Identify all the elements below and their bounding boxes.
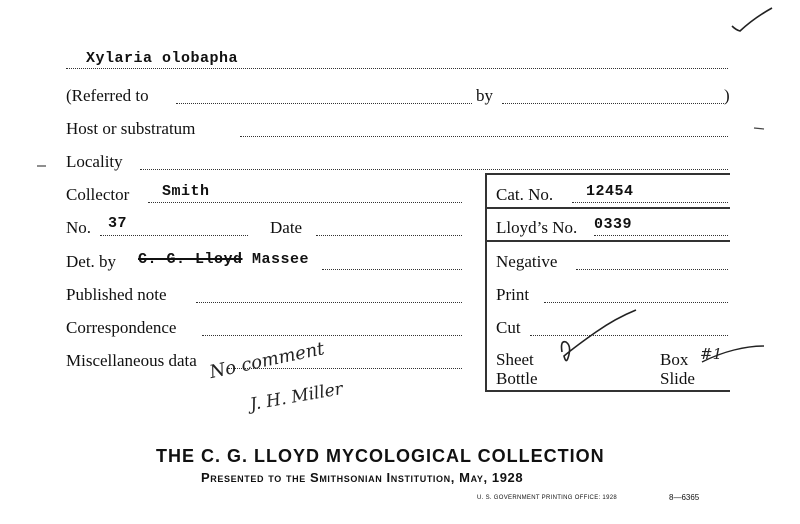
- referred-close-paren: ): [724, 86, 730, 105]
- right-box-border-left: [485, 173, 487, 391]
- locality-line: [140, 169, 728, 170]
- correspondence-line: [202, 335, 462, 336]
- form-number: 8—6365: [669, 493, 700, 502]
- host-label: Host or substratum: [66, 119, 196, 138]
- collection-subtitle: Presented to the Smithsonian Institution, May, 1928: [201, 470, 524, 485]
- lloyds-no-label: Lloyd’s No.: [496, 218, 578, 237]
- negative-label: Negative: [496, 252, 558, 271]
- check-mark-icon: [726, 4, 776, 36]
- right-box-border-top: [485, 173, 730, 175]
- box-label: Box: [660, 350, 689, 369]
- collector-line: [148, 202, 462, 203]
- referred-to-line: [176, 103, 472, 104]
- box-value: #1: [700, 345, 723, 363]
- date-label: Date: [270, 218, 303, 237]
- printing-office-note: U. S. GOVERNMENT PRINTING OFFICE: 1928: [477, 495, 617, 501]
- stray-mark-right: [752, 124, 766, 134]
- cut-label: Cut: [496, 318, 521, 337]
- right-box-divider-2: [485, 240, 730, 242]
- cat-no-value: 12454: [586, 183, 634, 200]
- published-note-line: [196, 302, 462, 303]
- by-label: by: [476, 86, 493, 105]
- det-by-label: Det. by: [66, 252, 117, 271]
- species-name: Xylaria olobapha: [86, 50, 239, 67]
- collector-value: Smith: [162, 183, 210, 200]
- host-line: [240, 136, 728, 137]
- det-by-struck-value: C. G. Lloyd: [138, 251, 243, 268]
- right-box-divider-1: [485, 207, 730, 209]
- published-note-label: Published note: [66, 285, 167, 304]
- handwritten-note-line-1: No comment: [207, 338, 327, 383]
- handwritten-check-mark: [556, 306, 642, 368]
- bottle-label: Bottle: [496, 369, 538, 388]
- negative-line: [576, 269, 728, 270]
- slide-label: Slide: [660, 369, 695, 388]
- lloyds-no-line: [594, 235, 728, 236]
- cat-no-line: [572, 202, 728, 203]
- no-label: No.: [66, 218, 92, 237]
- print-label: Print: [496, 285, 530, 304]
- date-line: [316, 235, 462, 236]
- right-box-border-bottom: [485, 390, 730, 392]
- misc-data-label: Miscellaneous data: [66, 351, 197, 370]
- det-by-line: [322, 269, 462, 270]
- referred-to-label: (Referred to: [66, 86, 149, 105]
- det-by-value: Massee: [252, 251, 310, 268]
- cat-no-label: Cat. No.: [496, 185, 554, 204]
- handwritten-note-line-2: J. H. Miller: [248, 379, 345, 415]
- stray-mark-left: [36, 163, 48, 169]
- sheet-label: Sheet: [496, 350, 534, 369]
- no-value: 37: [108, 215, 128, 232]
- collector-label: Collector: [66, 185, 130, 204]
- box-pen-stroke: [698, 340, 768, 368]
- collection-title: THE C. G. LLOYD MYCOLOGICAL COLLECTION: [156, 446, 605, 466]
- locality-label: Locality: [66, 152, 123, 171]
- correspondence-label: Correspondence: [66, 318, 177, 337]
- print-line: [544, 302, 728, 303]
- species-line: [66, 68, 728, 69]
- lloyds-no-value: 0339: [594, 216, 633, 233]
- by-line: [502, 103, 724, 104]
- no-line: [100, 235, 248, 236]
